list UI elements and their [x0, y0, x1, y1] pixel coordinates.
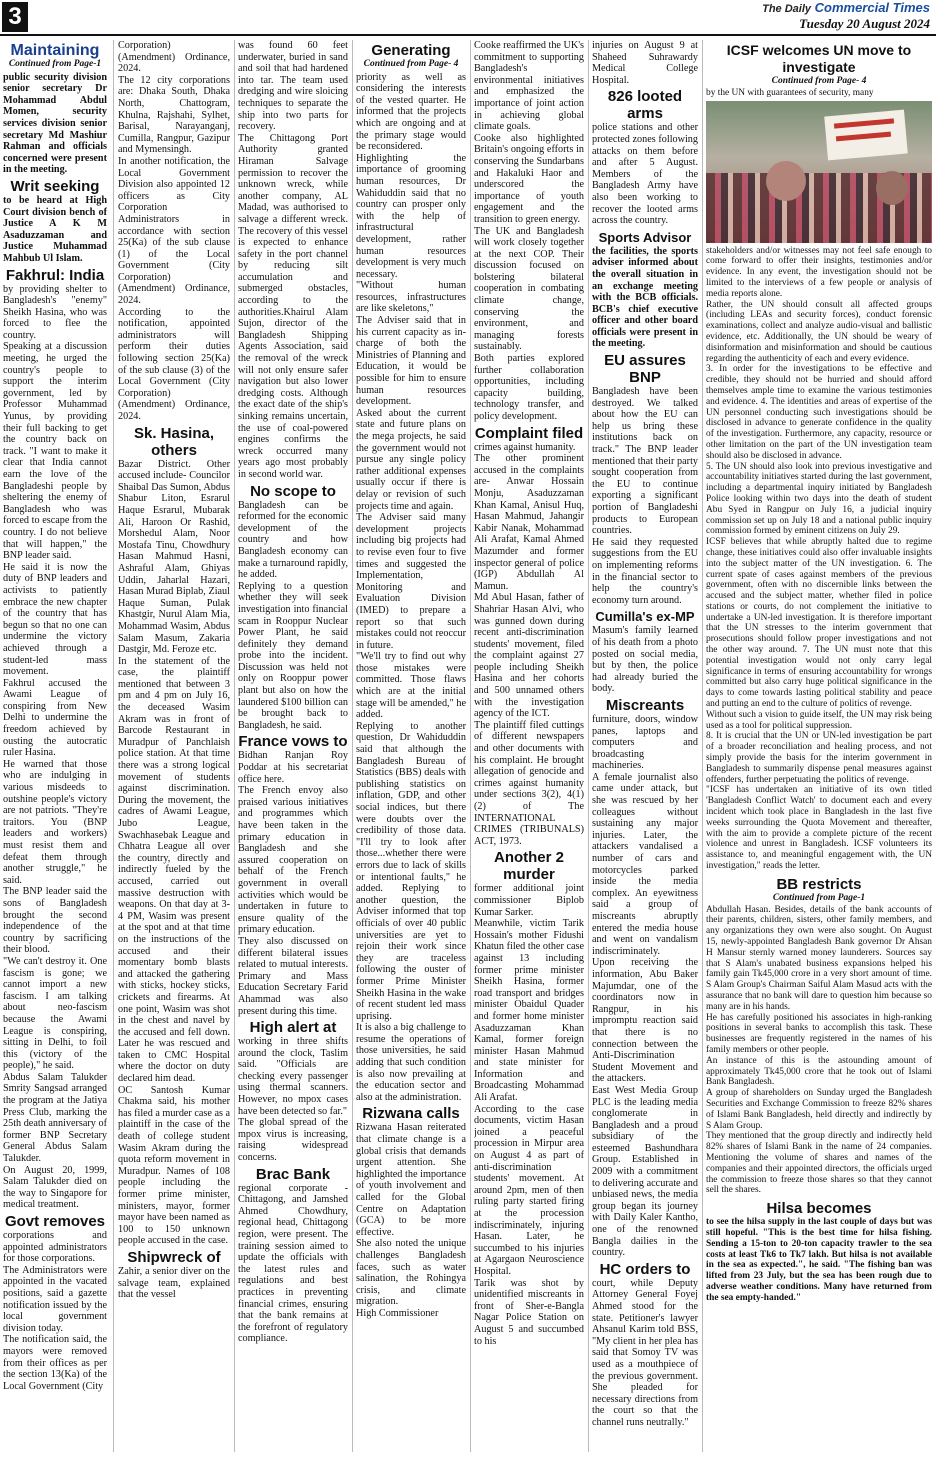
paragraph: According to the notification, appointed administrators will perform their duties following section 25(Ka) of the sub clause (3) of the Local Government (City Corporation) (Amendment) Ordinance, 2024.: [118, 306, 230, 422]
paragraph: stakeholders and/or witnesses may not feel safe enough to come forward to offer their insights, testimonies and/or evidence. In any event, the investigation should not be limited to the interviews of a few people or analysis of media reports alone.: [706, 245, 932, 299]
paragraph: According to the case documents, victim Hasan joined a peaceful procession in Mirpur area on August 4 as part of anti-discrimination students' movement. At around 2pm, men of then ruling party started firing at the procession indiscriminately, injuring Hasan. Later, he succumbed to his injuries at Agargaon Neuroscience Hospital.: [474, 1103, 584, 1277]
paragraph: In another notification, the Local Government Division also appointed 12 officers as City Corporation Administrators in accordance with section 25(Ka) of the sub clause (1) of the Local Government (City Corporation) (Amendment) Ordinance, 2024.: [118, 155, 230, 307]
paragraph: Abdus Salam Talukder Smrity Sangsad arranged the program at the Jatiya Press Club, marking the 25th death anniversary of former BNP Secretary General Abdus Salam Talukder.: [3, 1071, 107, 1165]
paragraph: crimes against humanity.: [474, 441, 576, 453]
header-rule: [0, 34, 936, 36]
headline: Another 2 murder: [493, 849, 564, 884]
paragraph: The Administrators were appointed in the vacated positions, said a gazette notification issued by the local government division today.: [3, 1264, 107, 1334]
paragraph: The UK and Bangladesh will work closely together at the next COP. Their discussion focused on bolstering bilateral cooperation in combating climate change, conserving the environment, and managing forests sustainably.: [474, 225, 584, 353]
paragraph: 3. In order for the investigations to be effective and credible, they should not be hurried and should afford themselves ample time to examine the various testimonies and evidence. 4. The identities and areas of expertise of the UN personnel conducting such investigations should be disclosed in advance to generate confidence in the quality of the investigation. Furthermore, any capacity, resource or other limitation on the part of the UN investigation team should also be disclosed in advance.: [706, 364, 932, 461]
column-divider: [470, 40, 471, 1452]
paragraph: The notification said, the mayors were removed from their offices as per the section 13(Ka) of the Local Government (City: [3, 1334, 107, 1392]
column-divider: [588, 40, 589, 1452]
headline: France vows to: [238, 733, 348, 751]
protest-photo: [706, 101, 932, 243]
paragraph: In the statement of the case, the plaintiff mentioned that between 3 pm and 4 pm on July 16, the deceased Wasim Akram was in front of Barcode Restaurant in Muradpur of Panchlaish police station. At that time there was a strong logical movement of students against discrimination. During the movement, the cadres of Awami League, Jubo League, Swachhasebak League and Chhatra League all over the country, directly and indirectly fueled by the accused, carried out massive destruction with weapons. On that day at 3-4 PM, Wasim was present at the spot and at that time on the instructions of the accused and their momentary bomb blasts and attacked the gathering with sticks, hockey sticks, crickets and firearms. At one point, Wasim was shot in the chest and navel by the accused and fell down. Later he was rescued and taken to CMC Hospital where the doctor on duty declared him dead.: [118, 655, 230, 1085]
paragraph: the facilities, the sports adviser informed about the overall situation in an exchange meeting with the BCB officials. BCB's chief executive officer and other board officials were present in the meeting.: [592, 245, 698, 350]
continued-note: Continued from Page- 4: [363, 59, 459, 69]
headline: ICSF welcomes UN move to investigate: [726, 42, 912, 75]
paragraph: Bazar District. Other accused include- Councilor Shaibal Das Sumon, Abdus Shabur Liton, Esrarul Haque Esrarul, Mubarak Ali, Haroon Or Rashid, Morshedul Alam, Noor Mostafa Tinu, Chowdhury Hasan Mahmud Hasni, Ashraful Alam, Ghiyas Uddin, Jaharlal Hazari, Hasan Murad Biplab, Ziaul Haque Suman, Pulak Khastgir, Nurul Alam Mia, Mohammad Wasim, Abdus Salam Masum, Zakaria Dastgir, Md. Feroze etc.: [118, 458, 230, 656]
paragraph: They mentioned that the group directly and indirectly held 82% shares of Islami Bank in the name of 24 companies. Mentioning the volume of shares and names of the companies and their appointed directors, the officials urged the commission to freeze those shares so that they cannot sell the shares.: [706, 1131, 932, 1196]
paragraph: On August 20, 1999, Salam Talukder died on the way to Singapore for medical treatment.: [3, 1164, 107, 1211]
headline: Sk. Hasina, others: [133, 424, 215, 459]
column-7: [706, 40, 932, 1452]
paragraph: corporations and appointed administrators for those corporations.: [3, 1230, 107, 1265]
headline: Shipwreck of: [127, 1248, 221, 1266]
paragraph: working in three shifts around the clock, Taslim said. "Officials are checking every passenger using thermal scanners. However, no mpox cases have been detected so far.": [238, 1036, 348, 1117]
paragraph: Rather, the UN should consult all affected groups (including LEAs and security forces), conduct forensic examinations, collect and analyze audio-visual and ballistic evidence, etc. Additionally, the UN should be weary of disinformation and misinformation and should be cautious regarding the authenticity of each and every evidence.: [706, 299, 932, 364]
masthead: [762, 0, 930, 32]
paragraph: He said it is now the duty of BNP leaders and activists to patiently embrace the new chapter of the country that has begun so that no one can undermine the victory achieved through a student-led mass movement.: [3, 561, 107, 678]
headline: Cumilla's ex-MP: [595, 609, 695, 625]
paragraph: injuries on August 9 at Shaheed Suhrawardy Medical College Hospital.: [592, 40, 698, 86]
person-shape: [766, 161, 806, 201]
continued-note: Continued from Page- 4: [771, 76, 867, 86]
issue-date: Tuesday 20 August 2024: [799, 16, 930, 31]
paragraph: Md Abul Hasan, father of Shahriar Hasan Alvi, who was gunned down during recent anti-discrimination students' movement, filed the complaint against 27 people including Sheikh Hasina and her cohorts and 500 unnamed others with the investigation agency of the ICT.: [474, 592, 584, 720]
paragraph: It is also a big challenge to resume the operations of those universities, he said adding that such condition is also now prevailing at the education sector and also at the administration.: [356, 1022, 466, 1103]
paragraph: public security division senior secretary Dr Mohammad Abdul Momen, security services division senior secretary Md Mashiur Rahman and officials concerned were present in the meeting.: [3, 71, 107, 176]
paragraph: The French envoy also praised various initiatives and programmes which have been taken in the primary education in Bangladesh and she assured cooperation on behalf of the French government in overall activities which would be undertaken in future to ensure quality of the primary education.: [238, 785, 348, 936]
paragraph: A group of shareholders on Sunday urged the Bangladesh Securities and Exchange Commission to freeze 82% shares of Islami Bank Bangladesh, held directly and indirectly by S Alam Group.: [706, 1088, 932, 1131]
column-divider: [113, 40, 114, 1452]
paragraph: 8. It is crucial that the UN or UN-led investigation be part of a broader reconciliation and healing process, and not simply provide the basis for the interim government in Bangladesh to summarily dispense penal measures against offenders, further perpetuating the politics of revenge.: [706, 731, 932, 785]
headline: Maintaining: [10, 42, 100, 59]
paragraph: Bidhan Ranjan Roy Poddar at his secretariat office here.: [238, 750, 348, 785]
paragraph: furniture, doors, window panes, laptops and computers and broadcasting machineries.: [592, 713, 698, 772]
paragraph: court, while Deputy Attorney General Foyej Ahmed stood for the state. Petitioner's lawyer Ahsanul Karim told BSS, "My client in her plea has said that Somoy TV was used as a mouthpiece of the previous government. She pleaded for necessary directions from the court so that the channel runs neutrally.": [592, 1277, 698, 1428]
paragraph: Cooke reaffirmed the UK's commitment to supporting Bangladesh's environmental initiatives and emphasized the importance of joint action in achieving global climate goals.: [474, 40, 584, 133]
paragraph: "We can't destroy it. One fascism is gone; we cannot import a new fascism. I am talking about neo-fascism because the Awami League is conspiring, sitting in Delhi, to foil this (victory of the people)," he said.: [3, 955, 107, 1072]
headline: Fakhrul: India: [5, 266, 105, 284]
newspaper-name: [762, 0, 930, 15]
paragraph: He said they requested suggestions from the EU on implementing reforms in the financial sector to help the country's economy turn around.: [592, 536, 698, 606]
paragraph: East West Media Group PLC is the leading media conglomerate in Bangladesh and a proud subsidiary of the esteemed Bashundhara Group. Established in 2009 with a commitment to delivering accurate and unbiased news, the media group began its journey with Daily Kaler Kantho, one of the renowned Bangla dailies in the country.: [592, 1084, 698, 1259]
paragraph: Rizwana Hasan reiterated that climate change is a global crisis that demands urgent attention. She highlighted the importance of youth involvement and called for the Global Centre on Adaptation (GCA) to be more effective.: [356, 1122, 466, 1238]
paragraph: OC Santosh Kumar Chakma said, his mother has filed a murder case as a plaintiff in the case of the death of college student Wasim Akram during the quota reform movement in Muradpur. Names of 108 people including the former prime minister, ministers, mayor, former mayor have been named as 100 to 150 unknown people accused in the case.: [118, 1084, 230, 1247]
paragraph: The Chittagong Port Authority granted Hiraman Salvage permission to recover the unknown wreck, while another company, AL Madad, was authorised to salvage a different wreck. The recovery of this vessel is expected to enhance safety in the port channel by reducing silt accumulation and submerged obstacles, according to the authorities.Khairul Alam Sujon, director of the Bangladesh Shipping Agents Association, said the removal of the wreck will not only ensure safer navigation but also lower dredging costs. Although the exact date of the ship's sinking remains uncertain, the use of coal-powered engines confirms the wreck occurred many years ago most probably in second world war.: [238, 132, 348, 480]
headline: Rizwana calls: [362, 1105, 460, 1123]
paragraph: An instance of this is the astounding amount of approximately Tk45,000 crore that he took out of Islami Bank Bangladesh.: [706, 1055, 932, 1088]
column-5: [474, 40, 584, 1452]
paragraph: to be heard at High Court division bench of Justice A K M Asaduzzaman and Justice Muhammad Mahbub Ul Islam.: [3, 194, 107, 264]
newspaper-prefix: The Daily: [762, 3, 811, 15]
paragraph: She also noted the unique challenges Bangladesh faces, such as water salination, the Rohingya crisis, and climate migration.: [356, 1238, 466, 1308]
paragraph: Meanwhile, victim Tarik Hossain's mother Fidushi Khatun filed the other case against 13 including former prime minister Sheikh Hasina, former road transport and bridges minister Obaidul Quader and former home minister Asaduzzaman Khan Kamal, former foreign minister Hasan Mahmud and state minister for Information and Broadcasting Mohammad Ali Arafat.: [474, 918, 584, 1104]
newspaper-title: Commercial Times: [814, 0, 930, 15]
paragraph: "Without human resources, infrastructures are like skeletons,": [356, 280, 466, 315]
paragraph: He has carefully positioned his associates in high-ranking positions in several banks to accomplish this task. These businesses are frequently registered in the names of his family members or other people.: [706, 1012, 932, 1055]
headline: Govt removes: [4, 1213, 106, 1230]
headline: Sports Advisor: [598, 229, 692, 245]
paragraph: ICSF believes that while abruptly halted due to regime change, these initiatives could also offer invaluable insights into the subject matter of the UN investigation. 6. The current spate of cases against members of the previous government, often with no discernible links between the accused and the subject matter, whether filed in police stations or courts, do not complement the initiative to undertake a UN-led investigation. It is therefore important that the UN stresses to the interim government that prosecutions should follow proper investigations and not the other way around. 7. The UN must note that this potential investigation would not only carry legal significance in terms of ensuring accountability for wrongs committed but also carry huge political significance in the days to come towards lasting political stability and peace and putting an end to the culture of politics of revenge.: [706, 537, 932, 710]
paragraph: Cooke also highlighted Britain's ongoing efforts in conserving the Sundarbans and Hakaluki Haor and underscored the importance of youth engagement and the transition to green energy.: [474, 132, 584, 225]
paragraph: Masum's family learned of his death from a photo posted on social media, but by then, the police had already buried the body.: [592, 625, 698, 695]
headline: Miscreants: [605, 696, 685, 714]
column-4: [356, 40, 466, 1452]
paragraph: police stations and other protected zones following attacks on them before and after 5 August. Members of the Bangladesh Army have also been working to recover the looted arms across the country.: [592, 122, 698, 227]
headline: Complaint filed: [474, 424, 584, 442]
headline: HC orders to: [599, 1260, 691, 1278]
headline: Brac Bank: [255, 1165, 331, 1183]
paragraph: was found 60 feet underwater, buried in sand and soil that had hardened into tar. The team used dredging and wire sloicing techniques to separate the ship into two parts for recovery.: [238, 40, 348, 133]
paragraph: former additional joint commissioner Biplob Kumar Sarker.: [474, 883, 584, 918]
headline: Hilsa becomes: [766, 1200, 872, 1218]
paragraph: Bangladesh have been destroyed. We talked about how the EU can help us bring these institutions back on track." The BNP leader mentioned that their party sought cooperation from the EU to continue exporting a significant portion of Bangladeshi products to European countries.: [592, 386, 698, 537]
column-1: [3, 40, 107, 1452]
person-shape: [876, 171, 908, 205]
paragraph: The 12 city corporations are: Dhaka South, Dhaka North, Chattogram, Khulna, Rajshahi, Sylhet, Barisal, Narayanganj, Cumilla, Rangpur, Gazipur and Mymensingh.: [118, 74, 230, 156]
paragraph: by providing shelter to Bangladesh's "enemy" Sheikh Hasina, who was forced to flee the country.: [3, 283, 107, 341]
paragraph: The global spread of the mpox virus is increasing, raising widespread concerns.: [238, 1117, 348, 1164]
paragraph: High Commissioner: [356, 1307, 439, 1319]
headline: 826 looted arms: [607, 88, 683, 123]
paragraph: Without such a vision to guide itself, the UN may risk being used as a tool for political suppression.: [706, 709, 932, 731]
paragraph: He warned that those who are indulging in various misdeeds to outshine people's victory are not patriots. "They're traitors. You (BNP leaders and workers) must resist them and defeat them through another struggle," he said.: [3, 758, 107, 886]
headline: EU assures BNP: [604, 352, 686, 387]
paragraph: Asked about the current state and future plans on the mega projects, he said the government would not pursue any single policy rather additional expenses usually occur if there is delay or revision of such projects time and again.: [356, 407, 466, 512]
paragraph: Zahir, a senior diver on the salvage team, explained that the vessel: [118, 1265, 230, 1301]
paragraph: 5. The UN should also look into previous investigative and accountability initiatives started during the last government, including a departmental inquiry initiated by Bangladesh Police looking within two days into the death of student Abu Syed in Rangpur on July 16, a judicial inquiry commission set up on July 18 and a national public inquiry commission formed by eminent citizens on July 29.: [706, 461, 932, 537]
column-divider: [352, 40, 353, 1452]
column-divider: [702, 40, 703, 1452]
paragraph: A female journalist also came under attack, but she was rescued by her colleagues without sustaining any major injuries. Later, the attackers vandalised a number of cars and motorcycles parked inside the media complex. An eyewitness said a group of miscreants abruptly entered the media house and went on vandalism indiscriminately.: [592, 771, 698, 957]
paragraph: Replying to a question whether they will seek investigation into financial scam in Rooppur Nuclear Power Plant, he said definitely they demand probe into the incident. Discussion was held not only on Rooppur power plant but also on how the laundered $100 billion can be brought back to Bangladesh, he said.: [238, 580, 348, 731]
paragraph: Bangladesh can be reformed for the economic development of the country and how Bangladesh economy can make a turnaround rapidly, he added.: [238, 499, 348, 581]
paragraph: by the UN with guarantees of security, many: [706, 87, 874, 98]
paragraph: Corporation) (Amendment) Ordinance, 2024.: [118, 40, 230, 75]
paragraph: Replying to another question, Dr Wahiduddin said that although the Bangladesh Bureau of Statistics (BBS) deals with publishing statistics on inflation, GDP, and other social indices, but there were doubts over the credibility of those data. "I'll try to look after those...whether there were errors due to lack of skills or intentional faults," he added. Replying to another question, the Adviser informed that top officials of over 40 public universities are yet to rejoin their work since they are traceless following the ouster of former Prime Minister Sheikh Hasina in the wake of recent student led mass uprising.: [356, 720, 466, 1022]
paragraph: The other prominent accused in the complaints are- Anwar Hossain Monju, Asaduzzaman Khan Kamal, Anisul Huq, Hasan Mahmud, Jahangir Kabir Nanak, Mohammad Ali Arafat, Kamal Ahmed Mazumder and former inspector general of police (IGP) Abdullah Al Mamun.: [474, 453, 584, 592]
paragraph: The Adviser said many development projects including big projects had to revise even four to five times and suggested the Implementation, Monitoring and Evaluation Division (IMED) to prepare a report so that such mistakes could not reoccur in future.: [356, 512, 466, 651]
paragraph: The BNP leader said the sons of Bangladesh brought the second independence of the country by sacrificing their blood.: [3, 886, 107, 956]
paragraph: "We'll try to find out why those mistakes were committed. Those flaws which are at the initial stage will be amended," he added.: [356, 651, 466, 721]
paragraph: Both parties explored further collaboration opportunities, including capacity building, technology transfer, and policy development.: [474, 353, 584, 422]
paragraph: Highlighting the importance of grooming human resources, Dr Wahiduddin said that no country can prosper only with the help of infrastructural development, rather human resources development is very much necessary.: [356, 152, 466, 280]
paragraph: The plaintiff filed cuttings of different newspapers and other documents with his complaint. He brought allegation of genocide and crimes against humanity under sections 3(2), 4(1) (2) of The INTERNATIONAL CRIMES (TRIBUNALS) ACT, 1973.: [474, 719, 584, 847]
paragraph: regional corporate - Chittagong, and Jamshed Ahmed Chowdhury, regional head, Chittagong region, were present. The training session aimed to update the officials with the latest rules and regulations and best practices in preventing financial crimes, ensuring that the bank remains at the forefront of regulatory compliance.: [238, 1182, 348, 1345]
continued-note: Continued from Page-1: [772, 892, 866, 903]
headline: BB restricts: [776, 875, 862, 893]
paragraph: "ICSF has undertaken an initiative of its own titled 'Bangladesh Conflict Watch' to document each and every incident which took place in Bangladesh in the last five weeks surrounding the Quota Movement and thereafter, with the aim to provide a complete picture of the recent violence and unrest in Bangladesh. ICSF volunteers its assistance to, and meaningful engagement with, the UN investigation," reads the letter.: [706, 785, 932, 872]
page-header: [0, 0, 936, 38]
paragraph: They also discussed on different bilateral issues related to mutual interests. Primary and Mass Education Secretary Farid Ahammad was also present during this time.: [238, 935, 348, 1017]
page-number: 3: [2, 2, 28, 32]
paragraph: The Adviser said that in his current capacity as in-charge of both the Ministries of Planning and Education, it would be possible for him to ensure human resources development.: [356, 315, 466, 408]
paragraph: Fakhrul accused the Awami League of conspiring from New Delhi to undermine the freedom achieved by ousting the autocratic ruler Hasina.: [3, 677, 107, 759]
continued-note: Continued from Page-1: [8, 59, 102, 69]
column-6: [592, 40, 698, 1452]
paragraph: to see the hilsa supply in the last couple of days but was still hopeful. "This is the best time for hilsa fishing. Sending a 15-ton to 20-ton capacity trawler to the sea costs at least Tk6 to Tk7 lakh. But hilsa is not available in the sea as expected.", he said. "The fishing ban was lifted from 23 July, but the sea has been rough due to adverse weather conditions. Many have returned from the sea empty-handed.": [706, 1217, 932, 1303]
column-2: [118, 40, 230, 1452]
paragraph: Upon receiving the information, Abu Baker Majumdar, one of the coordinators now in Rangpur, in his impromptu reaction said that there is no connection between the Anti-Discrimination Student Movement and the attackers.: [592, 957, 698, 1085]
paragraph: priority as well as considering the interests of the vested quarter. He informed that the projects which are ongoing and at the primary stage would be reconsidered.: [356, 71, 466, 153]
headline: High alert at: [249, 1019, 337, 1037]
headline: Writ seeking: [10, 177, 100, 195]
paragraph: Abdullah Hasan. Besides, details of the bank accounts of their parents, children, sisters, other family members, and any organizations they own were also sought. On August 15, newly-appointed Bangladesh Bank governor Dr Ahsan H Mansur sternly warned money launderers. Sources say that S Alam's unabated business expansions helped his family gain Tk45,000 crore in a very short amount of time. S Alam Group's Chairman Saiful Alam Masud acts with the assurance that no bank will dare to question him because so many are in his hands.: [706, 904, 932, 1012]
headline: Generating: [371, 42, 451, 59]
paragraph: Tarik was shot by unidentified miscreants in front of Sher-e-Bangla Nagar Police Station on August 5 and succumbed to his: [474, 1277, 584, 1347]
headline: No scope to: [250, 482, 336, 500]
column-divider: [234, 40, 235, 1452]
paragraph: Speaking at a discussion meeting, he urged the country's people to support the interim government, led by Professor Muhammad Yunus, by providing their full backing to get the country back on track. "I want to make it clear that India cannot earn the love of the Bangladeshi people by sheltering the enemy of Bangladesh who was forced to escape from the country. I do not believe that will happen," the BNP leader said.: [3, 341, 107, 562]
column-3: [238, 40, 348, 1452]
